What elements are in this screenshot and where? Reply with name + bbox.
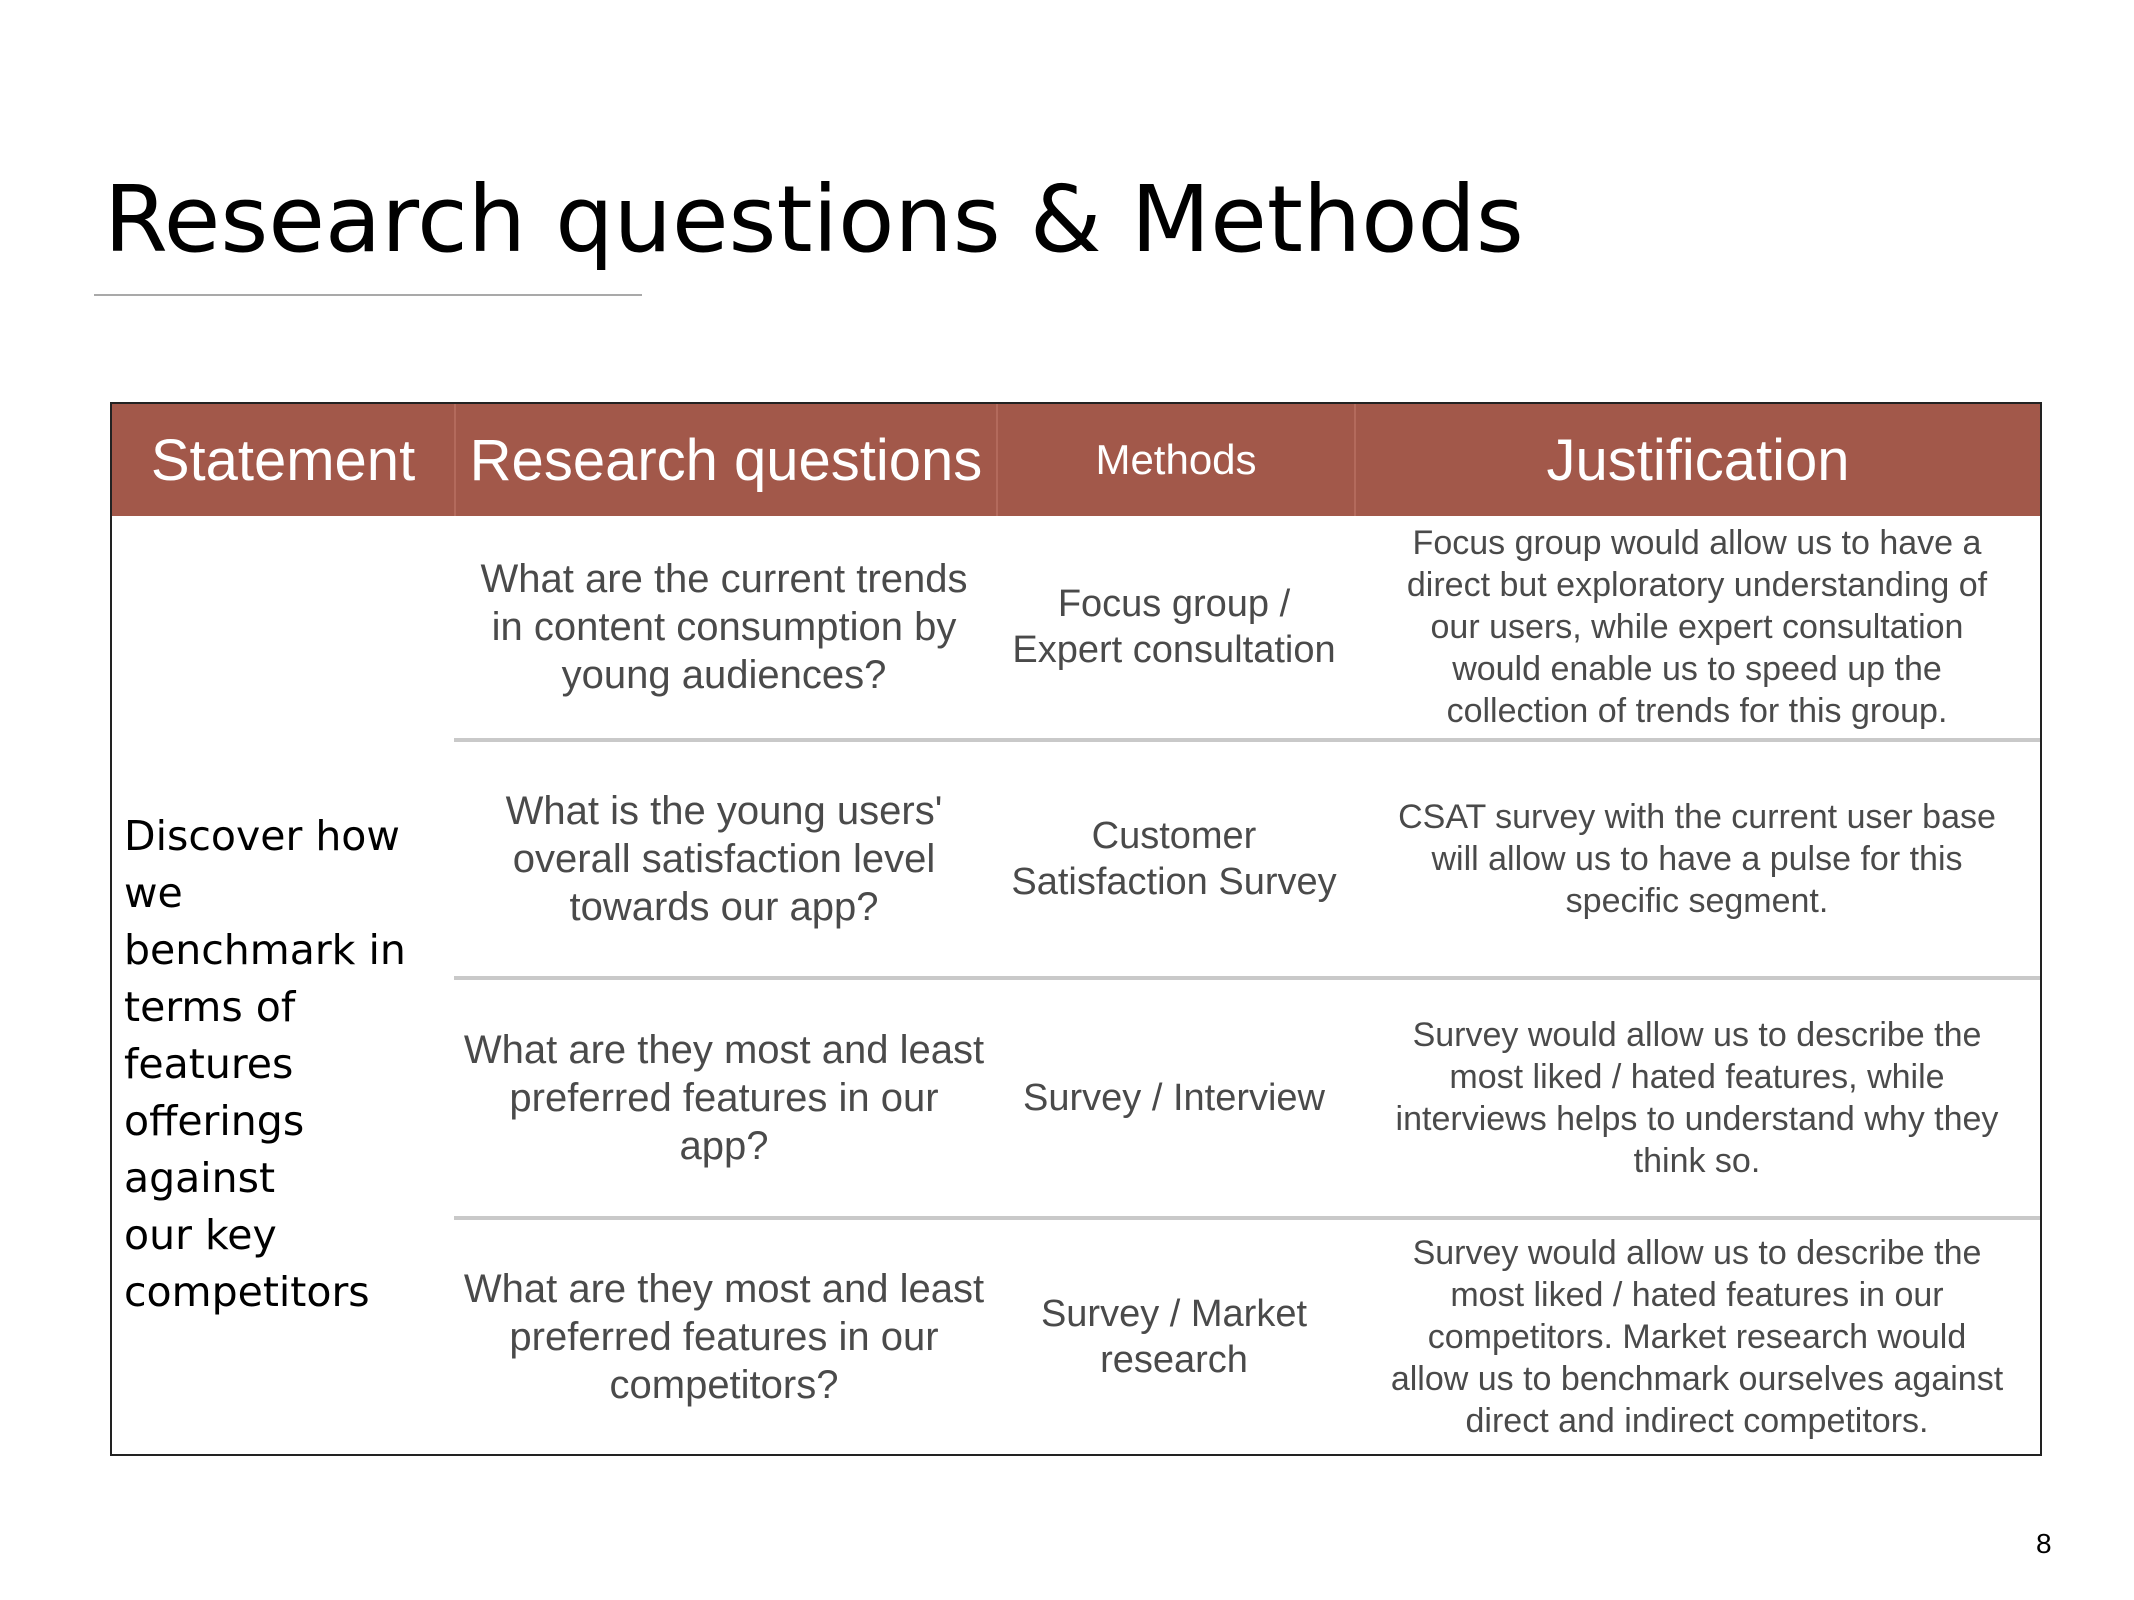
- statement-cell: Discover how we benchmark in terms of features offerings against our key competitors: [124, 812, 406, 1316]
- research-question-cell: What are they most and least preferred features in our competitors?: [463, 1267, 985, 1407]
- justification-cell: Survey would allow us to describe the most liked / hated features in our competitors. Market research would allow us to benchmark ourselves against direct and indirect competitors.: [1390, 1234, 2004, 1440]
- header-research-questions: Research questions: [469, 427, 983, 493]
- header-justification: Justification: [1546, 427, 1850, 493]
- header-methods: Methods: [1095, 436, 1257, 483]
- research-table: [110, 402, 2042, 1456]
- slide-title: Research questions & Methods: [104, 166, 1524, 273]
- table-row: [454, 1220, 2040, 1454]
- justification-cell: Focus group would allow us to have a direct but exploratory understanding of our users, while expert consultation would enable us to speed up the collection of trends for this group.: [1406, 524, 1988, 730]
- research-question-cell: What are the current trends in content consumption by young audiences?: [480, 557, 968, 697]
- table-row: [454, 516, 2040, 738]
- method-cell: Customer Satisfaction Survey: [1011, 815, 1337, 903]
- justification-cell: Survey would allow us to describe the most liked / hated features, while interviews helps to understand why they think so.: [1395, 1016, 1999, 1180]
- method-cell: Survey / Market research: [1040, 1293, 1308, 1381]
- method-cell: Focus group / Expert consultation: [1012, 583, 1336, 671]
- table-row: [454, 980, 2040, 1216]
- research-question-cell: What are they most and least preferred features in our app?: [463, 1028, 985, 1168]
- title-underline: [94, 294, 642, 296]
- page-number: 8: [2036, 1528, 2052, 1559]
- method-cell: Survey / Interview: [1023, 1077, 1325, 1119]
- research-question-cell: What is the young users' overall satisfaction level towards our app?: [505, 789, 943, 929]
- table-row: [454, 742, 2040, 976]
- header-statement: Statement: [150, 427, 416, 493]
- justification-cell: CSAT survey with the current user base will allow us to have a pulse for this specific segment.: [1398, 798, 1996, 920]
- table-header-row: [112, 404, 2040, 516]
